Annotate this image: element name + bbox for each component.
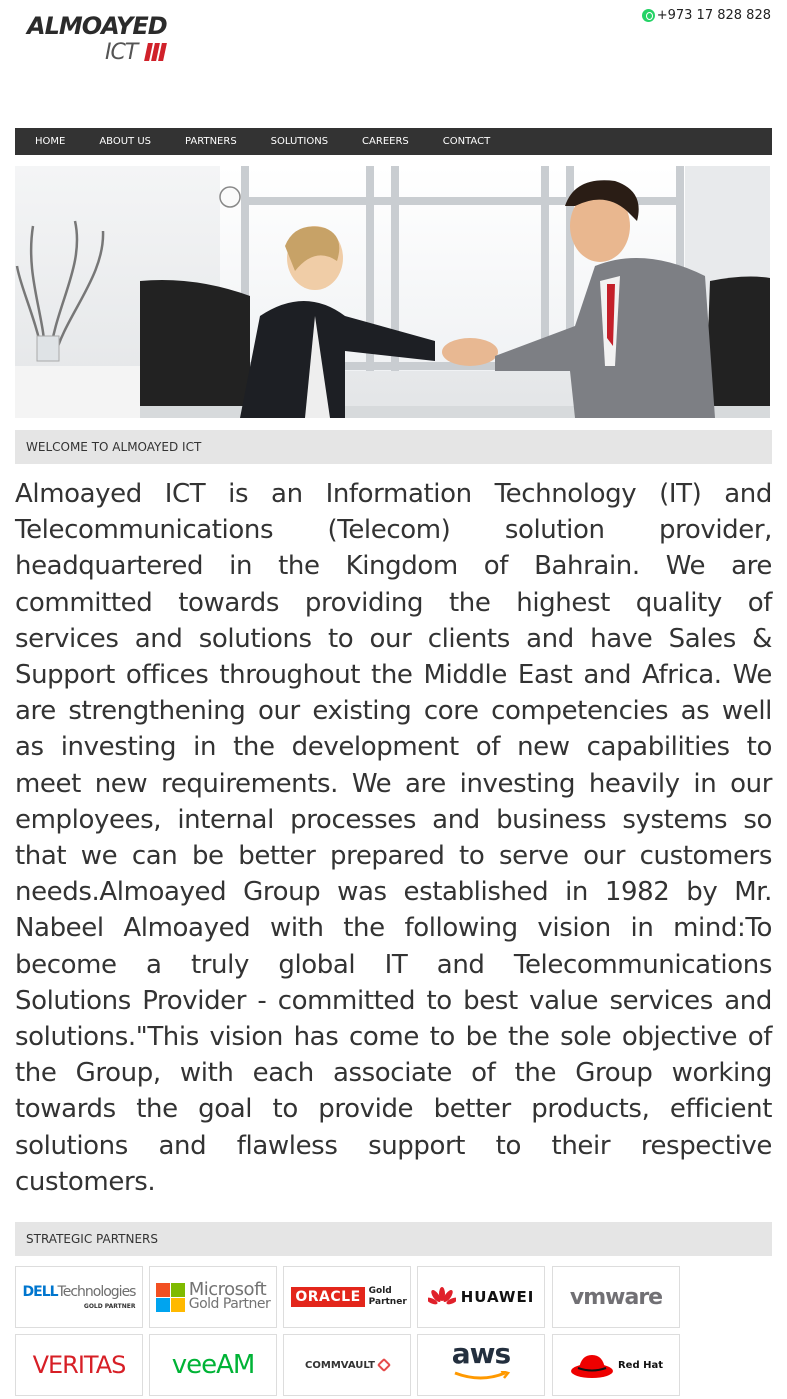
partner-dell[interactable]: DELLTechnologies GOLD PARTNER [15,1266,143,1328]
commvault-mark-icon [377,1358,391,1372]
oracle-text: ORACLE [291,1287,364,1307]
huawei-petal-icon [428,1287,456,1307]
partner-aws[interactable] [417,1334,545,1396]
nav-careers[interactable]: CAREERS [362,136,409,147]
veritas-text: VERITAS [32,1351,126,1379]
nav-home[interactable]: HOME [35,136,66,147]
logo-red-bars [146,43,170,61]
phone-number: +973 17 828 828 [656,8,771,23]
partner-veritas[interactable] [15,1334,143,1396]
partner-oracle[interactable] [283,1266,411,1328]
huawei-text: HUAWEI [460,1288,535,1306]
almoayed-ict-logo[interactable] [27,12,177,68]
redhat-text: Red Hat [617,1359,664,1371]
about-paragraph: Almoayed ICT is an Information Technology (IT) and Telecommunications (Telecom) solution provider, headquartered in the Kingdom of Bahrain. We are committed towards providing the highest quality of services and solutions to our clients and have Sales & Support offices throughout the Middle East and Africa. We are strengthening our existing core competencies as well as investing in the development of new capabilities to meet new requirements. We are investing heavily in our employees, internal processes and business systems so that we can be better prepared to serve our customers needs.Almoayed Group was established in 1982 by Mr. Nabeel Almoayed with the following vision in mind:To become a truly global IT and Telecommunications Solutions Provider - committed to best value services and solutions."This vision has come to be the sole objective of the Group, with each associate of the Group working towards the goal to provide better products, efficient solutions and flawless support to their respective customers. [15,479,772,1197]
redhat-hat-icon [569,1351,615,1379]
welcome-section-header: WELCOME TO ALMOAYED ICT [15,430,772,464]
logo-wordmark-top: ALMOAYED [27,12,167,40]
commvault-text: COMMVAULT [305,1359,375,1371]
partner-veeam[interactable] [149,1334,277,1396]
logo-wordmark-bottom: ICT [105,40,138,65]
main-navigation [15,128,772,155]
nav-contact[interactable]: CONTACT [442,136,491,147]
vmware-text: vmware [569,1284,663,1310]
microsoft-text: Microsoft [188,1279,267,1300]
handshake-photo [15,166,770,418]
partners-section-header: STRATEGIC PARTNERS [15,1222,772,1256]
partner-huawei[interactable] [417,1266,545,1328]
nav-about-us[interactable]: ABOUT US [99,136,152,147]
partner-commvault[interactable] [283,1334,411,1396]
dell-gold-partner-label: GOLD PARTNER [83,1303,136,1310]
partner-redhat[interactable] [552,1334,680,1396]
nav-partners[interactable]: PARTNERS [185,136,237,147]
hero-banner-image [15,166,770,418]
partner-microsoft[interactable] [149,1266,277,1328]
partner-vmware[interactable] [552,1266,680,1328]
oracle-gold-label: Gold Partner [368,1286,407,1307]
aws-text: aws [451,1337,511,1370]
whatsapp-icon [642,9,655,22]
microsoft-gold-label: Gold Partner [188,1296,271,1312]
site-header [0,0,787,128]
microsoft-windows-icon [156,1283,185,1312]
header-phone[interactable] [642,8,771,23]
nav-solutions[interactable]: SOLUTIONS [270,136,329,147]
veeam-text: veeAM [171,1350,255,1380]
aws-smile-icon [451,1371,511,1381]
